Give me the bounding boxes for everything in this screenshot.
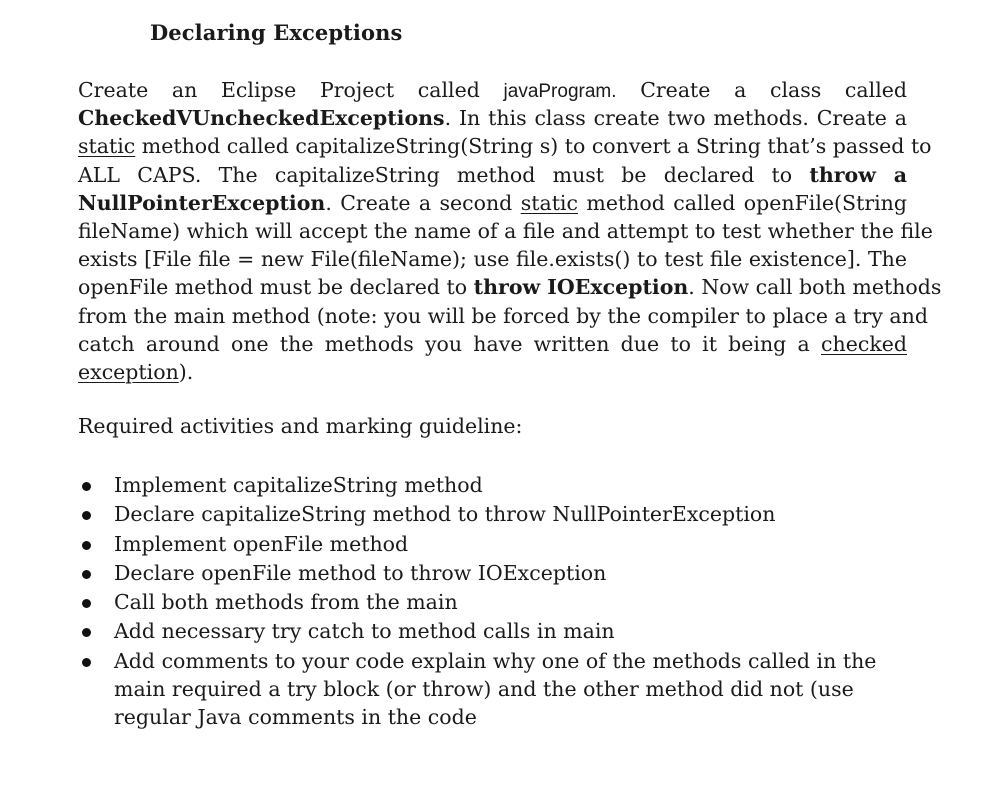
bullet-dot-icon xyxy=(82,628,91,637)
paragraph-text-run: method called capitalizeString(String s) to convert a String that’s passed to xyxy=(135,134,932,159)
paragraph-text-run: ). xyxy=(178,359,194,384)
paragraph-text-run: method called openFile(String xyxy=(577,190,907,215)
list-item xyxy=(78,588,938,617)
paragraph-text-run: CheckedVUncheckedExceptions xyxy=(78,106,445,131)
paragraph-text-run: Create a class called xyxy=(616,78,908,102)
paragraph-text-run: ALL CAPS. The capitalizeString method must be declared to xyxy=(78,162,810,187)
paragraph-line xyxy=(78,245,907,273)
paragraph-text-run: exception xyxy=(78,359,179,384)
paragraph-text-run: catch around one the methods you have written due to it being a xyxy=(78,331,822,356)
paragraph-text-run: openFile method must be declared to xyxy=(78,275,474,300)
paragraph-text-run: . Now call both methods xyxy=(688,275,942,300)
paragraph-text-run: Create an Eclipse Project called xyxy=(78,78,504,102)
instructions-paragraph xyxy=(78,76,942,386)
list-item xyxy=(78,617,938,646)
paragraph-text-run: throw IOException xyxy=(473,275,689,300)
list-item-text: Call both methods from the main xyxy=(114,590,458,615)
document-title: Declaring Exceptions xyxy=(150,20,403,45)
list-item-text: Implement capitalizeString method xyxy=(114,473,483,497)
list-item-text: Declare openFile method to throw IOException xyxy=(114,560,607,585)
required-activities-heading: Required activities and marking guideline: xyxy=(78,414,523,438)
list-item xyxy=(78,647,938,732)
bullet-dot-icon xyxy=(82,541,91,550)
marking-guideline-list xyxy=(78,471,938,731)
paragraph-text-run: from the main method (note: you will be forced by the compiler to place a try and xyxy=(78,303,928,328)
list-item-text: main required a try block (or throw) and the other method did not (use xyxy=(114,676,854,701)
paragraph-text-run: static xyxy=(78,134,136,159)
paragraph-line xyxy=(78,104,907,132)
paragraph-text-run: checked xyxy=(821,331,907,356)
paragraph-text-run: . Create a second xyxy=(325,190,521,215)
paragraph-line xyxy=(78,358,907,386)
list-item xyxy=(78,500,938,529)
paragraph-line xyxy=(78,330,907,358)
paragraph-text-run: javaProgram. xyxy=(503,81,617,102)
bullet-dot-icon xyxy=(82,482,91,491)
list-item xyxy=(78,471,938,500)
list-item xyxy=(78,530,938,559)
bullet-dot-icon xyxy=(82,658,91,667)
list-item-text: Declare capitalizeString method to throw NullPointerException xyxy=(114,502,776,527)
list-item-text: regular Java comments in the code xyxy=(114,705,477,730)
list-item-text: Implement openFile method xyxy=(114,531,409,556)
bullet-dot-icon xyxy=(82,511,91,520)
paragraph-text-run: exists [File file = new File(fileName); use file.exists() to test file existence]. The xyxy=(78,247,907,272)
paragraph-line xyxy=(78,76,907,104)
paragraph-line xyxy=(78,161,907,189)
paragraph-text-run: fileName) which will accept the name of a file and attempt to test whether the file xyxy=(78,218,933,243)
paragraph-text-run: . In this class create two methods. Create a xyxy=(444,106,907,131)
bullet-dot-icon xyxy=(82,570,91,579)
paragraph-line xyxy=(78,302,928,330)
list-item-text: Add necessary try catch to method calls in main xyxy=(114,619,615,644)
paragraph-line xyxy=(78,132,932,160)
paragraph-text-run: NullPointerException xyxy=(78,190,326,215)
paragraph-line xyxy=(78,273,942,301)
bullet-dot-icon xyxy=(82,599,91,608)
paragraph-text-run: static xyxy=(520,190,578,215)
list-item xyxy=(78,559,938,588)
list-item-text: Add comments to your code explain why one of the methods called in the xyxy=(114,648,877,673)
paragraph-line xyxy=(78,217,933,245)
paragraph-text-run: throw a xyxy=(809,162,907,187)
paragraph-line xyxy=(78,189,907,217)
